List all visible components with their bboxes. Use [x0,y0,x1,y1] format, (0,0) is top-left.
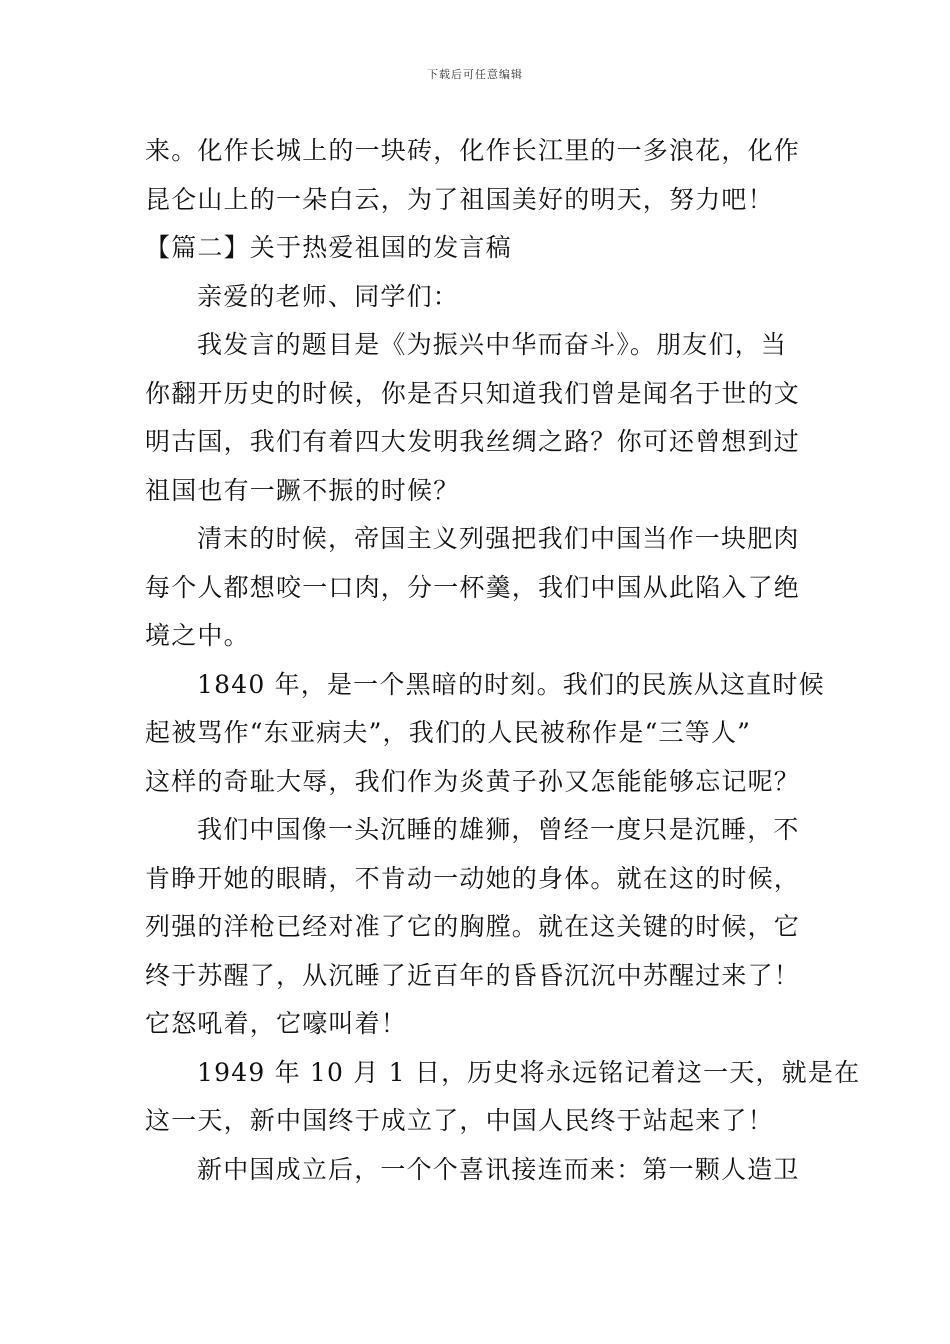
text-line: 祖国也有一蹶不振的时候？ [145,475,460,505]
text-line: 昆仑山上的一朵白云，为了祖国美好的明天，努力吧！ [145,184,774,214]
text-line: 清末的时候，帝国主义列强把我们中国当作一块肥肉 [197,524,800,553]
text-line: 列强的洋枪已经对准了它的胸膛。就在这关键的时候，它 [145,912,801,941]
text-line: 这样的奇耻大辱，我们作为炎黄子孙又怎能能够忘记呢？ [145,766,801,796]
section-heading: 【篇二】关于热爱祖国的发言稿 [145,233,512,262]
text-line: 新中国成立后，一个个喜讯接连而来：第一颗人造卫 [197,1154,800,1184]
text-line: 你翻开历史的时候，你是否只知道我们曾是闻名于世的文 [145,378,801,408]
text-line: 它怒吼着，它嚎叫着！ [145,1009,408,1038]
text-line: 这一天，新中国终于成立了，中国人民终于站起来了！ [145,1106,774,1135]
text-line: 终于苏醒了，从沉睡了近百年的昏昏沉沉中苏醒过来了！ [145,960,801,990]
header-note: 下载后可任意编辑 [427,68,523,81]
text-line: 1949 年 10 月 1 日，历史将永远铭记着这一天，就是在 [197,1057,861,1087]
text-line: 起被骂作“东亚病夫”，我们的人民被称作是“三等人” [145,718,752,747]
text-line: 每个人都想咬一口肉，分一杯羹，我们中国从此陷入了绝 [145,572,801,602]
text-line: 我发言的题目是《为振兴中华而奋斗》。朋友们，当 [197,330,788,359]
text-line: 来。化作长城上的一块砖，化作长江里的一多浪花，化作 [145,136,801,165]
salutation: 亲爱的老师、同学们： [197,281,460,311]
text-line: 境之中。 [145,621,250,650]
text-line: 肯睁开她的眼睛，不肯动一动她的身体。就在这的时候， [145,863,801,893]
text-line: 明古国，我们有着四大发明我丝绸之路？你可还曾想到过 [145,427,801,456]
text-line: 1840 年，是一个黑暗的时刻。我们的民族从这直时候 [197,669,825,699]
text-line: 我们中国像一头沉睡的雄狮，曾经一度只是沉睡，不 [197,815,800,844]
document-body [145,127,861,1194]
